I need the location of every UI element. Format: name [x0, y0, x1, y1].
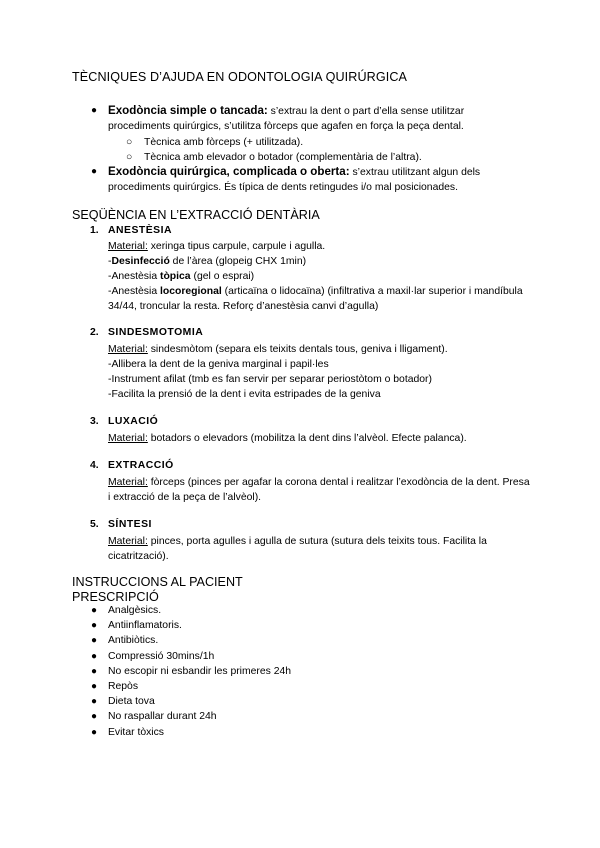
- step-title-sintesi: SÍNTESI: [108, 519, 152, 530]
- list-item: [0, 727, 600, 742]
- line-prefix: -: [108, 256, 112, 267]
- material-label: Material:: [108, 433, 148, 444]
- material-label: Material:: [108, 344, 148, 355]
- sub-item-text: Tècnica amb fòrceps (+ utilitzada).: [144, 137, 304, 148]
- bullet-dot: ●: [91, 711, 98, 723]
- material-text: pinces, porta agulles i agulla de sutura (sutura dels teixits tous. Facilita la cicatrització).: [108, 536, 487, 562]
- bullet-dot: ●: [91, 635, 98, 647]
- bullet-dot: ●: [91, 696, 98, 708]
- list-item-text: Antibiòtics.: [108, 635, 159, 647]
- circle-bullet-icon: ○: [126, 152, 133, 163]
- sequence-heading: SEQÜÈNCIA EN L’EXTRACCIÓ DENTÀRIA: [72, 208, 320, 222]
- step-number: 3.: [90, 416, 99, 427]
- step-body-sindesmotomia: [108, 342, 533, 402]
- list-item-text: No escopir ni esbandir les primeres 24h: [108, 665, 292, 677]
- bullet-dot: ●: [91, 726, 98, 738]
- intro-bullet-text: [108, 164, 528, 195]
- line-text: (articaïna o lidocaïna) (infiltrativa a maxil·lar superior i mandíbula 34/44, troncular la resta. Reforç d’anestèsia canvi d’agulla): [108, 286, 523, 312]
- intro-bullet-body: s’extrau la dent o part d’ella sense utilitzar procediments quirúrgics, s’utilitza fòrceps que agafen en força la peça dental.: [108, 106, 465, 132]
- step-title-extraccio: EXTRACCIÓ: [108, 460, 174, 471]
- material-label: Material:: [108, 477, 148, 488]
- step-number: 1.: [90, 225, 99, 236]
- list-item-text: Repòs: [108, 680, 139, 692]
- material-text: xeringa tipus carpule, carpule i agulla.: [147, 241, 326, 252]
- step-title-sindesmotomia: SINDESMOTOMIA: [108, 327, 204, 338]
- list-item: [0, 605, 600, 620]
- step-body-extraccio: [108, 475, 533, 505]
- list-item-text: Analgèsics.: [108, 605, 162, 616]
- line-text: de l’àrea (glopeig CHX 1min): [169, 256, 307, 267]
- step-title-anestesia: ANESTÈSIA: [108, 225, 172, 236]
- material-label: Material:: [108, 536, 148, 547]
- bullet-dot: ●: [91, 105, 98, 116]
- intro-bullet-bold: Exodòncia simple o tancada:: [108, 104, 268, 117]
- line-bold: locoregional: [159, 286, 222, 297]
- step-number: 4.: [90, 460, 99, 471]
- material-text: botadors o elevadors (mobilitza la dent dins l’alvèol. Efecte palanca).: [147, 433, 467, 444]
- step-body-anestesia: [108, 239, 533, 314]
- prescription-heading: PRESCRIPCIÓ: [72, 590, 159, 604]
- bullet-dot: ●: [91, 166, 98, 177]
- list-item-text: Antiinflamatoris.: [108, 620, 182, 632]
- line-text: (gel o esprai): [190, 271, 255, 282]
- step-title-luxacio: LUXACIÓ: [108, 416, 159, 427]
- bullet-dot: ●: [91, 665, 98, 677]
- bullet-dot: ●: [91, 605, 98, 616]
- intro-bullet-body: s’extrau utilitzant algun dels procediments quirúrgics. És típica de dents retingudes i/o mal posicionades.: [108, 167, 481, 193]
- line-prefix: -Anestèsia: [108, 286, 160, 297]
- list-item-text: No raspallar durant 24h: [108, 711, 217, 723]
- material-label: Material:: [108, 241, 148, 252]
- list-item: [0, 620, 600, 635]
- page-title: TÈCNIQUES D’AJUDA EN ODONTOLOGIA QUIRÚRGICA: [72, 70, 408, 84]
- line-text: -Facilita la prensió de la dent i evita estripades de la geniva: [108, 389, 381, 400]
- list-item: [0, 681, 600, 696]
- line-bold: Desinfecció: [111, 256, 170, 267]
- intro-bullet-text: [108, 103, 528, 134]
- line-prefix: -Anestèsia: [108, 271, 160, 282]
- step-number: 5.: [90, 519, 99, 530]
- list-item: [0, 711, 600, 726]
- material-text: sindesmòtom (separa els teixits dentals tous, geniva i lligament).: [147, 344, 448, 355]
- line-text: -Allibera la dent de la geniva marginal i papil·les: [108, 359, 329, 370]
- line-text: -Instrument afilat (tmb es fan servir per separar periostòtom o botador): [108, 374, 432, 385]
- step-body-luxacio: [108, 431, 533, 446]
- intro-bullet-bold: Exodòncia quirúrgica, complicada o oberta:: [108, 165, 350, 178]
- instructions-heading: INSTRUCCIONS AL PACIENT: [72, 575, 243, 589]
- list-item-text: Dieta tova: [108, 696, 155, 708]
- bullet-dot: ●: [91, 680, 98, 692]
- sub-item-text: Tècnica amb elevador o botador (complementària de l’altra).: [144, 152, 422, 163]
- bullet-dot: ●: [91, 650, 98, 662]
- bullet-dot: ●: [91, 620, 98, 632]
- list-item: [0, 696, 600, 711]
- step-body-sintesi: [108, 534, 533, 564]
- line-bold: tòpica: [159, 271, 191, 282]
- list-item: [0, 651, 600, 666]
- material-text: fòrceps (pinces per agafar la corona dental i realitzar l’exodòncia de la dent. Presa i extracció de la peça de l’alvèol).: [108, 477, 530, 503]
- prescription-list: [0, 605, 600, 742]
- step-number: 2.: [90, 327, 99, 338]
- list-item: [0, 666, 600, 681]
- list-item: [0, 635, 600, 650]
- list-item-text: Compressió 30mins/1h: [108, 650, 215, 662]
- list-item-text: Evitar tòxics: [108, 726, 165, 738]
- circle-bullet-icon: ○: [126, 137, 133, 148]
